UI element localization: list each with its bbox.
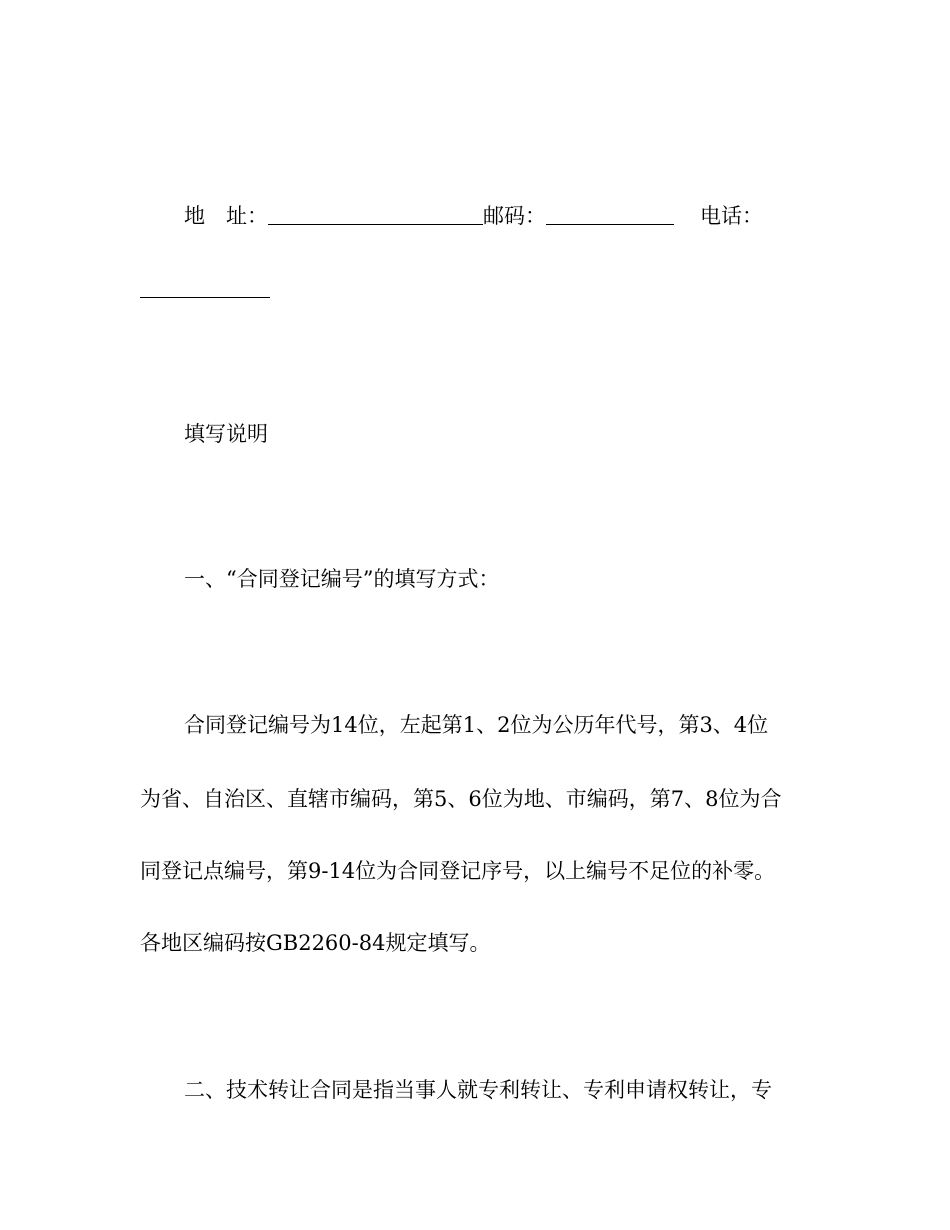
phone-blank[interactable]	[140, 297, 270, 298]
section2-first-line: 二、技术转让合同是指当事人就专利转让、专利申请权转让，专	[184, 1078, 772, 1102]
address-label: 地 址：	[184, 204, 268, 228]
section1-paragraph-line-4: 各地区编码按GB2260-84规定填写。	[140, 931, 491, 955]
postcode-label: 邮码：	[483, 204, 546, 228]
section1-title: 一、“合同登记编号”的填写方式：	[184, 567, 500, 591]
section1-paragraph-line-2: 为省、自治区、直辖市编码，第5、6位为地、市编码，第7、8位为合	[140, 787, 782, 811]
phone-label: 电话：	[700, 204, 763, 228]
address-blank[interactable]	[268, 204, 483, 225]
section1-paragraph-line-1: 合同登记编号为14位，左起第1、2位为公历年代号，第3、4位	[184, 713, 769, 737]
postcode-blank[interactable]	[546, 204, 674, 225]
section1-paragraph-line-3: 同登记点编号，第9-14位为合同登记序号，以上编号不足位的补零。	[140, 859, 776, 883]
contact-line	[184, 202, 763, 230]
instructions-heading: 填写说明	[184, 422, 268, 446]
